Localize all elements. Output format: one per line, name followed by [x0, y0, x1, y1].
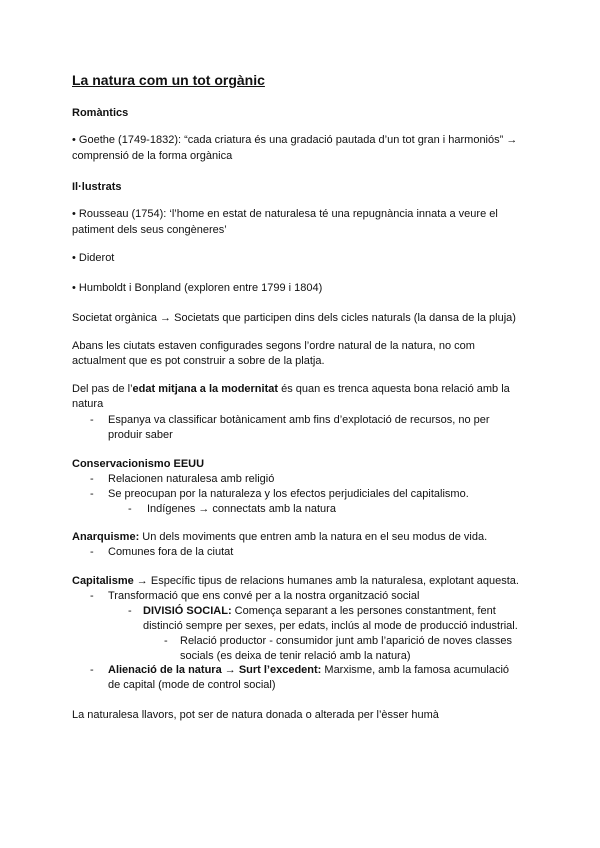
societat-organica: Societat orgànica → Societats que participen dins dels cicles naturals (la dansa de la pluja): [72, 312, 516, 324]
diderot-item: • Diderot: [72, 252, 115, 264]
dash-marker: -: [90, 414, 94, 426]
alienacio-line-2: de capital (mode de control social): [108, 679, 276, 691]
rousseau-line-1: • Rousseau (1754): ‘l’home en estat de naturalesa té una repugnància innata a veure el: [72, 208, 498, 220]
capital-item-1: Transformació que ens convé per a la nostra organització social: [108, 590, 420, 602]
edat-bold: edat mitjana a la modernitat: [132, 383, 279, 395]
espanya-line-2: produir saber: [108, 429, 173, 441]
conserv-item-2: Se preocupan por la naturaleza y los efectos perjudiciales del capitalismo.: [108, 488, 469, 500]
conserv-sub-item: Indígenes → connectats amb la natura: [147, 503, 336, 515]
capitalisme-text: → Específic tipus de relacions humanes amb la naturalesa, explotant aquesta.: [133, 575, 519, 587]
conserv-item-1: Relacionen naturalesa amb religió: [108, 473, 275, 485]
edat-pre: Del pas de l’: [72, 383, 133, 395]
capitalisme-line: [72, 574, 519, 588]
dash-marker: -: [90, 488, 94, 500]
romantics-heading: Romàntics: [72, 107, 129, 119]
page-title: La natura com un tot orgànic: [72, 72, 265, 88]
anarquisme-text: Un dels moviments que entren amb la natura en el seu modus de vida.: [139, 531, 488, 543]
dash-marker: -: [128, 503, 132, 515]
rousseau-line-2: patiment dels seus congèneres’: [72, 224, 227, 236]
ciutats-line-1: Abans les ciutats estaven configurades segons l’ordre natural de la natura, no com: [72, 340, 475, 352]
dash-marker: -: [164, 635, 168, 647]
divisio-text: Comença separant a les persones constantment, fent: [231, 605, 496, 617]
dash-marker: -: [90, 664, 94, 676]
goethe-line-1: • Goethe (1749-1832): “cada criatura és una gradació pautada d’un tot gran i harmoniós” →: [72, 134, 518, 146]
dash-marker: -: [90, 590, 94, 602]
espanya-line-1: Espanya va classificar botànicament amb fins d’explotació de recursos, no per: [108, 414, 490, 426]
edat-line-1: [72, 382, 510, 396]
anarquisme-label: Anarquisme:: [72, 531, 140, 543]
divisio-line-1: [143, 604, 496, 618]
capitalisme-label: Capitalisme: [72, 575, 134, 587]
dash-marker: -: [90, 473, 94, 485]
dash-marker: -: [128, 605, 132, 617]
alienacio-label: Alienació de la natura → Surt l’excedent:: [108, 664, 322, 676]
goethe-line-2: comprensió de la forma orgànica: [72, 150, 233, 162]
edat-line-2: natura: [72, 398, 104, 410]
ciutats-line-2: actualment que es pot construir a sobre de la platja.: [72, 355, 325, 367]
relacio-line-1: Relació productor - consumidor junt amb l’aparició de noves classes: [180, 635, 512, 647]
divisio-line-2: distinció sempre per sexes, per edats, inclús al mode de producció industrial.: [143, 620, 518, 632]
anarq-item-1: Comunes fora de la ciutat: [108, 546, 234, 558]
final-line: La naturalesa llavors, pot ser de natura donada o alterada per l’èsser humà: [72, 709, 439, 721]
dash-marker: -: [90, 546, 94, 558]
humboldt-item: • Humboldt i Bonpland (exploren entre 1799 i 1804): [72, 282, 323, 294]
illustrats-heading: Il·lustrats: [72, 181, 122, 193]
conservacionismo-heading: Conservacionismo EEUU: [72, 458, 205, 470]
alienacio-text: Marxisme, amb la famosa acumulació: [321, 664, 510, 676]
alienacio-line-1: [108, 663, 509, 677]
divisio-label: DIVISIÓ SOCIAL:: [143, 605, 232, 617]
edat-post: és quan es trenca aquesta bona relació amb la: [278, 383, 510, 395]
relacio-line-2: socials (es deixa de tenir relació amb la natura): [180, 650, 411, 662]
anarquisme-line: [72, 530, 487, 544]
